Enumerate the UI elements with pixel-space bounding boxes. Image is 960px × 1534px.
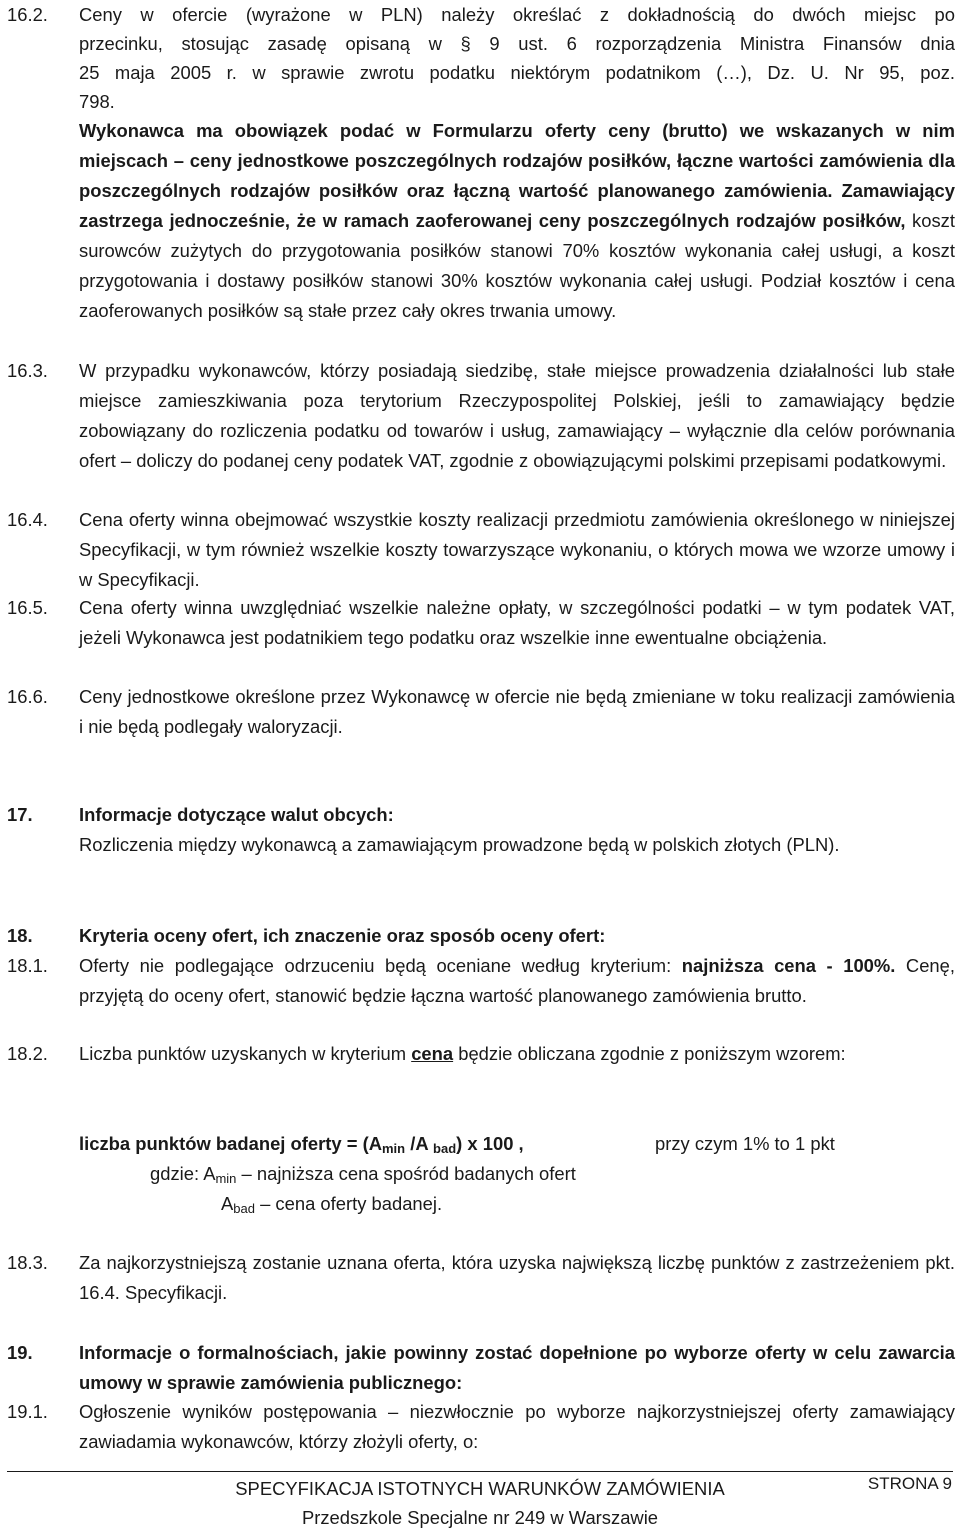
paragraph-text: W przypadku wykonawców, którzy posiadają siedzibę, stałe miejsce prowadzenia działalności lub stałe miejsce zamieszkiwania poza terytorium Rzeczypospolitej Polskiej, jeśli to zamawiający będzie zobowiązany do rozliczenia podatku od towarów i usług, zamawiający – wyłącznie dla celów porównania ofert – doliczy do podanej ceny podatek VAT, zgodnie z obowiązującymi polskimi przepisami podatkowymi. — [79, 360, 955, 471]
paragraph-text: Ceny jednostkowe określone przez Wykonawcę w ofercie nie będą zmieniane w toku realizacji zamówienia i nie będą podlegały waloryzacji. — [79, 686, 955, 737]
footer-divider — [7, 1471, 953, 1472]
section-number: 16.4. — [7, 509, 48, 530]
formula-note: przy czym 1% to 1 pkt — [655, 1133, 835, 1154]
page-number: STRONA 9 — [867, 1474, 952, 1493]
bold-text: najniższa cena - 100%. — [681, 955, 896, 976]
bold-text: Wykonawca ma obowiązek podać w Formularzu oferty ceny (brutto) we wskazanych w nim miejscach – ceny jednostkowe poszczególnych rodzajów posiłków, łączne wartości zamówienia dla poszczególnych rodzajów posiłków oraz łączną wartość planowanego zamówienia. Zamawiający zastrzega jednocześnie, że w ramach zaoferowanej ceny poszczególnych rodzajów posiłków, — [79, 120, 955, 231]
paragraph-line: przecinku, stosując zasadę opisaną w § 9 ust. 6 rozporządzenia Ministra Finansów dnia — [79, 33, 955, 54]
footer-subtitle: Przedszkole Specjalne nr 249 w Warszawie — [301, 1507, 659, 1528]
paragraph-text: Cena oferty winna obejmować wszystkie koszty realizacji przedmiotu zamówienia określonego w niniejszej Specyfikacji, w tym również wszelkie koszty towarzyszące wykonaniu, o których mowa we wzorze umowy i w Specyfikacji. — [79, 509, 955, 590]
formula: liczba punktów badanej oferty = ($A_{min}$ /A $_{bad}$) x 100 , — [79, 1133, 524, 1156]
section-number: 18. — [7, 925, 33, 946]
paragraph — [79, 951, 955, 1011]
footer-title: SPECYFIKACJA ISTOTNYCH WARUNKÓW ZAMÓWIENIA — [235, 1478, 725, 1499]
section-number: 19.1. — [7, 1401, 48, 1422]
section-number: 18.1. — [7, 955, 48, 976]
section-number: 16.3. — [7, 360, 48, 381]
section-number: 16.2. — [7, 4, 48, 25]
paragraph — [79, 116, 955, 326]
paragraph-line: Ceny w ofercie (wyrażone w PLN) należy określać z dokładnością do dwóch miejsc po — [79, 4, 955, 25]
paragraph-line: 798. — [79, 91, 115, 112]
paragraph-text: koszt surowców zużytych do przygotowania posiłków stanowi 70% kosztów wykonania całej usługi, a koszt przygotowania i dostawy posiłków stanowi 30% kosztów wykonania całej usługi. Podział kosztów i cena zaoferowanych posiłków są stałe przez cały okres trwania umowy. — [79, 210, 955, 321]
paragraph-text: Cena oferty winna uwzględniać wszelkie należne opłaty, w szczególności podatki – w tym podatek VAT, jeżeli Wykonawca jest podatnikiem tego podatku oraz wszelkie inne ewentualne obciążenia. — [79, 597, 955, 648]
section-number: 19. — [7, 1342, 33, 1363]
underlined-text: cena — [411, 1043, 454, 1064]
section-number: 18.3. — [7, 1252, 48, 1273]
section-number: 16.5. — [7, 597, 48, 618]
section-heading: Informacje o formalnościach, jakie powinny zostać dopełnione po wyborze oferty w celu zawarcia umowy w sprawie zamówienia publicznego: — [79, 1342, 955, 1393]
paragraph-text: Ogłoszenie wyników postępowania – niezwłocznie po wyborze najkorzystniejszej oferty zamawiający zawiadamia wykonawców, którzy złożyli oferty, o: — [79, 1401, 955, 1452]
paragraph-text: Oferty nie podlegające odrzuceniu będą oceniane według kryterium: — [79, 955, 682, 976]
formula-def-min: gdzie: $A_{min}$ – najniższa cena spośród badanych ofert — [150, 1163, 576, 1186]
paragraph-text: Liczba punktów uzyskanych w kryterium — [79, 1043, 412, 1064]
section-number: 17. — [7, 804, 33, 825]
formula-def-bad: $A_{bad}$ – cena oferty badanej. — [221, 1193, 443, 1216]
section-number: 16.6. — [7, 686, 48, 707]
section-heading: Kryteria oceny ofert, ich znaczenie oraz sposób oceny ofert: — [79, 925, 606, 946]
paragraph-text: Rozliczenia między wykonawcą a zamawiającym prowadzone będą w polskich złotych (PLN). — [79, 834, 840, 855]
paragraph — [79, 1039, 955, 1069]
paragraph-text: Cenę, przyjętą do oceny ofert, stanowić będzie łączna wartość planowanego zamówienia brutto. — [79, 955, 955, 1006]
section-heading: Informacje dotyczące walut obcych: — [79, 804, 394, 825]
paragraph-text: Za najkorzystniejszą zostanie uznana oferta, która uzyska największą liczbę punktów z zastrzeżeniem pkt. 16.4. Specyfikacji. — [79, 1252, 955, 1303]
section-number: 18.2. — [7, 1043, 48, 1064]
paragraph-line: 25 maja 2005 r. w sprawie zwrotu podatku niektórym podatnikom (…), Dz. U. Nr 95, poz. — [79, 62, 955, 83]
paragraph-text: będzie obliczana zgodnie z poniższym wzorem: — [453, 1043, 846, 1064]
